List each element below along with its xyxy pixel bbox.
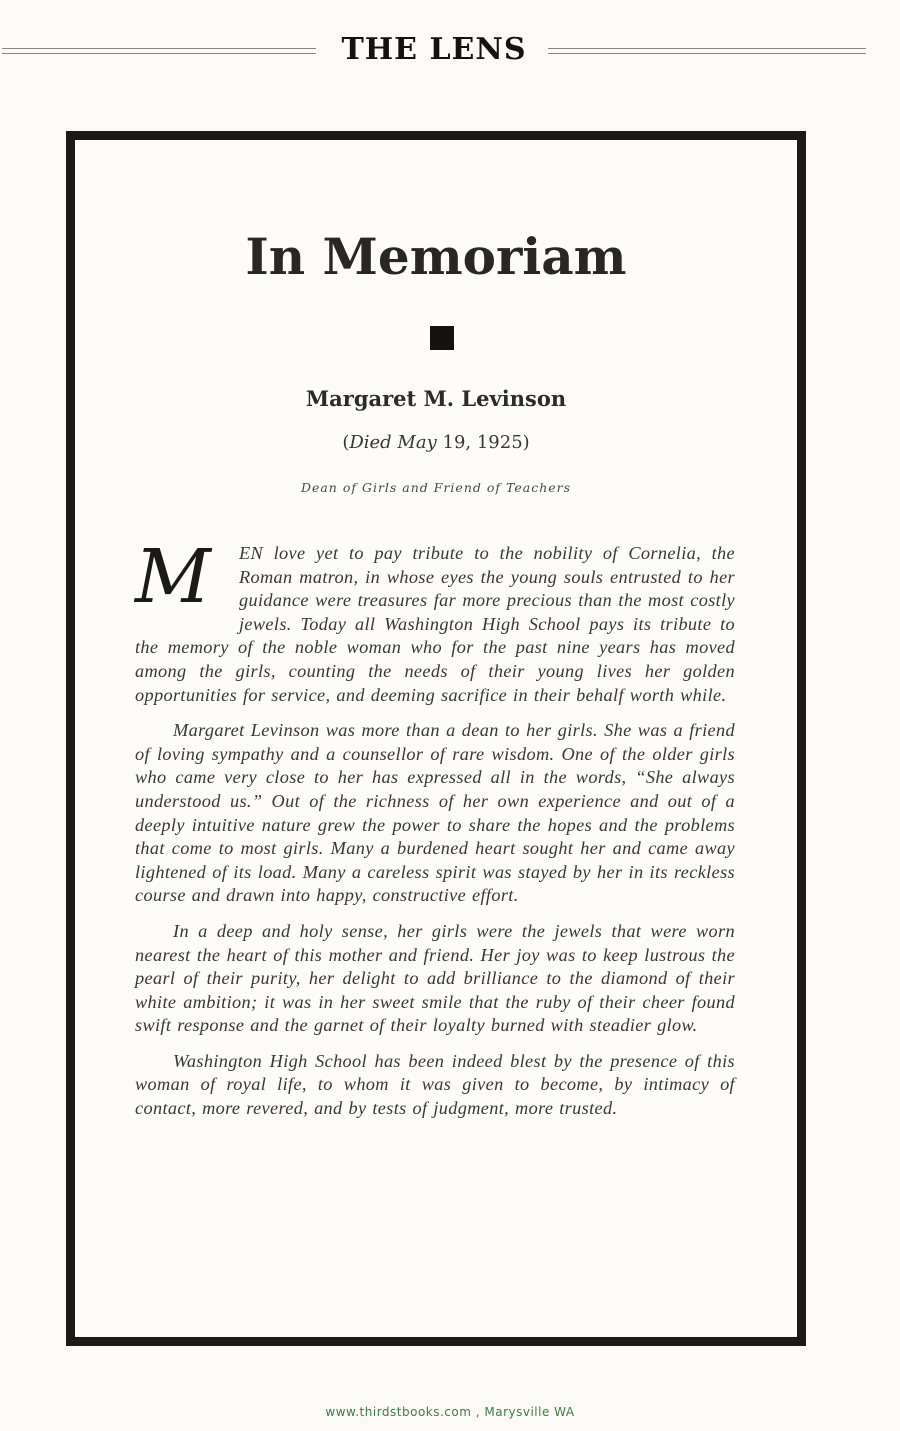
paragraph-3: In a deep and holy sense, her girls were the jewels that were worn nearest the heart of this mother and friend. Her joy was to keep lustrous the pearl of their purity, her delight to add brilliance to the diamond of their white ambition; it was in her sweet smile that the ruby of their cheer found swift response and the garnet of their loyalty burned with steadier glow. bbox=[135, 920, 735, 1036]
died-text: Died May bbox=[349, 432, 437, 453]
masthead-rule-right bbox=[548, 48, 866, 54]
died-date: 19, 1925) bbox=[436, 432, 530, 453]
memorial-died-line bbox=[75, 430, 797, 456]
memorial-frame bbox=[66, 131, 806, 1346]
paragraph-4: Washington High School has been indeed blest by the presence of this woman of royal life, to whom it was given to become, by intimacy of contact, more revered, and by tests of judgment, more trusted. bbox=[135, 1050, 735, 1119]
footer-link[interactable]: www.thirdstbooks.com , Marysville WA bbox=[325, 1405, 575, 1419]
died-open: ( bbox=[342, 432, 350, 453]
paragraph-2: Margaret Levinson was more than a dean to her girls. She was a friend of loving sympathy and a counsellor of rare wisdom. One of the older girls who came very close to her has expressed all in the words, “She always understood us.” Out of the richness of her own experience and out of a deeply intuitive nature grew the power to share the hopes and the problems that come to most girls. Many a burdened heart sought her and came away lightened of its load. Many a careless spirit was stayed by her in its reckless course and drawn into happy, constructive effort. bbox=[135, 720, 735, 906]
memorial-body bbox=[135, 534, 735, 1133]
masthead-rule-left bbox=[2, 48, 316, 54]
masthead bbox=[0, 30, 900, 70]
paragraph-1-text: EN love yet to pay tribute to the nobility of Cornelia, the Roman matron, in whose eyes the young souls entrusted to her guidance were treasures far more precious than the most costly jewels. Today all Washington High School pays its tribute to the memory of the noble woman who for the past nine years has moved among the girls, counting the needs of their young lives her golden opportunities for service, and deeming sacrifice in their behalf worth while. bbox=[135, 543, 735, 705]
drop-cap: M bbox=[135, 534, 212, 620]
memorial-subtitle: Dean of Girls and Friend of Teachers bbox=[300, 480, 572, 495]
ornament-square bbox=[430, 326, 454, 350]
memorial-name: Margaret M. Levinson bbox=[305, 386, 567, 411]
paragraph-1 bbox=[135, 534, 735, 707]
memorial-title: In Memoriam bbox=[245, 227, 627, 286]
masthead-title: THE LENS bbox=[341, 32, 527, 67]
